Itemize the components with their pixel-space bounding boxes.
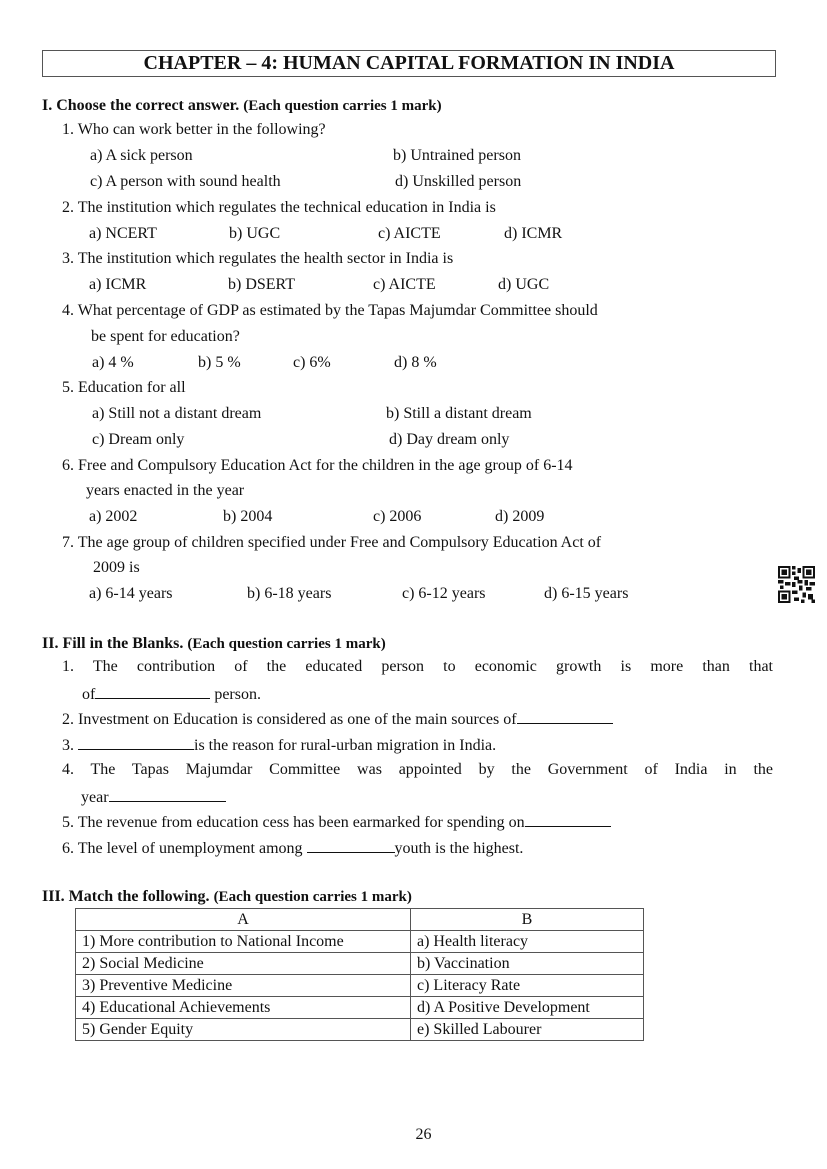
q4-option-c: c) 6% (293, 354, 331, 371)
q5-option-c: c) Dream only (92, 431, 185, 448)
question-4: 4. What percentage of GDP as estimated by the Tapas Majumdar Committee should (62, 302, 598, 319)
chapter-title-box (42, 50, 776, 77)
q1-option-d: d) Unskilled person (395, 173, 522, 190)
fill-blank-5: 5. The revenue from education cess has been earmarked for spending on (62, 812, 611, 832)
cell-b: a) Health literacy (411, 931, 644, 953)
section-3-note: (Each question carries 1 mark) (213, 889, 412, 905)
table-row (76, 953, 644, 975)
column-b-header: B (411, 909, 644, 931)
cell-a: 3) Preventive Medicine (76, 975, 411, 997)
q4-option-d: d) 8 % (394, 354, 437, 371)
question-6-cont: years enacted in the year (86, 482, 245, 499)
cell-a: 1) More contribution to National Income (76, 931, 411, 953)
section-1-note: (Each question carries 1 mark) (243, 98, 442, 114)
blank-field[interactable] (525, 812, 611, 827)
q3-option-b: b) DSERT (228, 276, 296, 293)
blank-field[interactable] (307, 838, 395, 853)
question-3: 3. The institution which regulates the health sector in India is (62, 250, 454, 267)
q5-option-a: a) Still not a distant dream (92, 405, 262, 422)
question-2: 2. The institution which regulates the technical education in India is (62, 199, 496, 216)
question-5: 5. Education for all (62, 379, 186, 396)
q3-option-a: a) ICMR (89, 276, 147, 293)
q6-option-a: a) 2002 (89, 508, 138, 525)
fill-blank-2: 2. Investment on Education is considered as one of the main sources of (62, 709, 613, 729)
cell-b: b) Vaccination (411, 953, 644, 975)
q1-option-b: b) Untrained person (393, 147, 521, 164)
q6-option-c: c) 2006 (373, 508, 422, 525)
cell-b: e) Skilled Labourer (411, 1019, 644, 1041)
blank-field[interactable] (78, 735, 194, 750)
q4-option-a: a) 4 % (92, 354, 134, 371)
cell-b: c) Literacy Rate (411, 975, 644, 997)
blank-field[interactable] (109, 787, 226, 802)
chapter-title: CHAPTER – 4: HUMAN CAPITAL FORMATION IN INDIA (143, 52, 675, 74)
question-7: 7. The age group of children specified under Free and Compulsory Education Act of (62, 534, 602, 551)
fill-blank-1-cont: of person. (82, 686, 261, 703)
q2-option-a: a) NCERT (89, 225, 157, 242)
q3-option-c: c) AICTE (373, 276, 436, 293)
fill-blank-3: 3. is the reason for rural-urban migration in India. (62, 737, 497, 754)
section-3-heading: III. Match the following. (Each question carries 1 mark) (42, 888, 412, 905)
fill-blank-4-cont: year (81, 787, 226, 807)
q7-option-a: a) 6-14 years (89, 585, 173, 602)
page-number: 26 (415, 1126, 432, 1143)
q2-option-d: d) ICMR (504, 225, 563, 242)
question-6: 6. Free and Compulsory Education Act for the children in the age group of 6-14 (62, 457, 573, 474)
q2-option-b: b) UGC (229, 225, 281, 242)
question-1: 1. Who can work better in the following? (62, 121, 326, 138)
column-a-header: A (76, 909, 411, 931)
cell-a: 2) Social Medicine (76, 953, 411, 975)
qr-code-icon (778, 566, 815, 603)
q1-option-c: c) A person with sound health (90, 173, 281, 190)
q4-option-b: b) 5 % (198, 354, 241, 371)
q7-option-b: b) 6-18 years (247, 585, 332, 602)
q3-option-d: d) UGC (498, 276, 550, 293)
fill-blank-1: 1. The contribution of the educated person to economic growth is more than that (62, 658, 773, 675)
cell-b: d) A Positive Development (411, 997, 644, 1019)
q5-option-d: d) Day dream only (389, 431, 510, 448)
q7-option-d: d) 6-15 years (544, 585, 629, 602)
q7-option-c: c) 6-12 years (402, 585, 486, 602)
table-row (76, 1019, 644, 1041)
section-2-heading: II. Fill in the Blanks. (Each question carries 1 mark) (42, 635, 386, 652)
section-1-heading: I. Choose the correct answer. (Each question carries 1 mark) (42, 97, 442, 114)
q6-option-d: d) 2009 (495, 508, 545, 525)
fill-blank-4: 4. The Tapas Majumdar Committee was appointed by the Government of India in the (62, 761, 773, 778)
question-4-cont: be spent for education? (91, 328, 240, 345)
q2-option-c: c) AICTE (378, 225, 441, 242)
question-7-cont: 2009 is (93, 559, 140, 576)
q5-option-b: b) Still a distant dream (386, 405, 532, 422)
cell-a: 4) Educational Achievements (76, 997, 411, 1019)
table-header-row (76, 909, 644, 931)
q6-option-b: b) 2004 (223, 508, 273, 525)
blank-field[interactable] (95, 684, 210, 699)
cell-a: 5) Gender Equity (76, 1019, 411, 1041)
table-row (76, 997, 644, 1019)
section-2-note: (Each question carries 1 mark) (187, 636, 386, 652)
table-row (76, 931, 644, 953)
match-table (75, 908, 644, 1041)
table-row (76, 975, 644, 997)
blank-field[interactable] (517, 709, 613, 724)
q1-option-a: a) A sick person (90, 147, 193, 164)
fill-blank-6: 6. The level of unemployment among youth is the highest. (62, 840, 524, 857)
